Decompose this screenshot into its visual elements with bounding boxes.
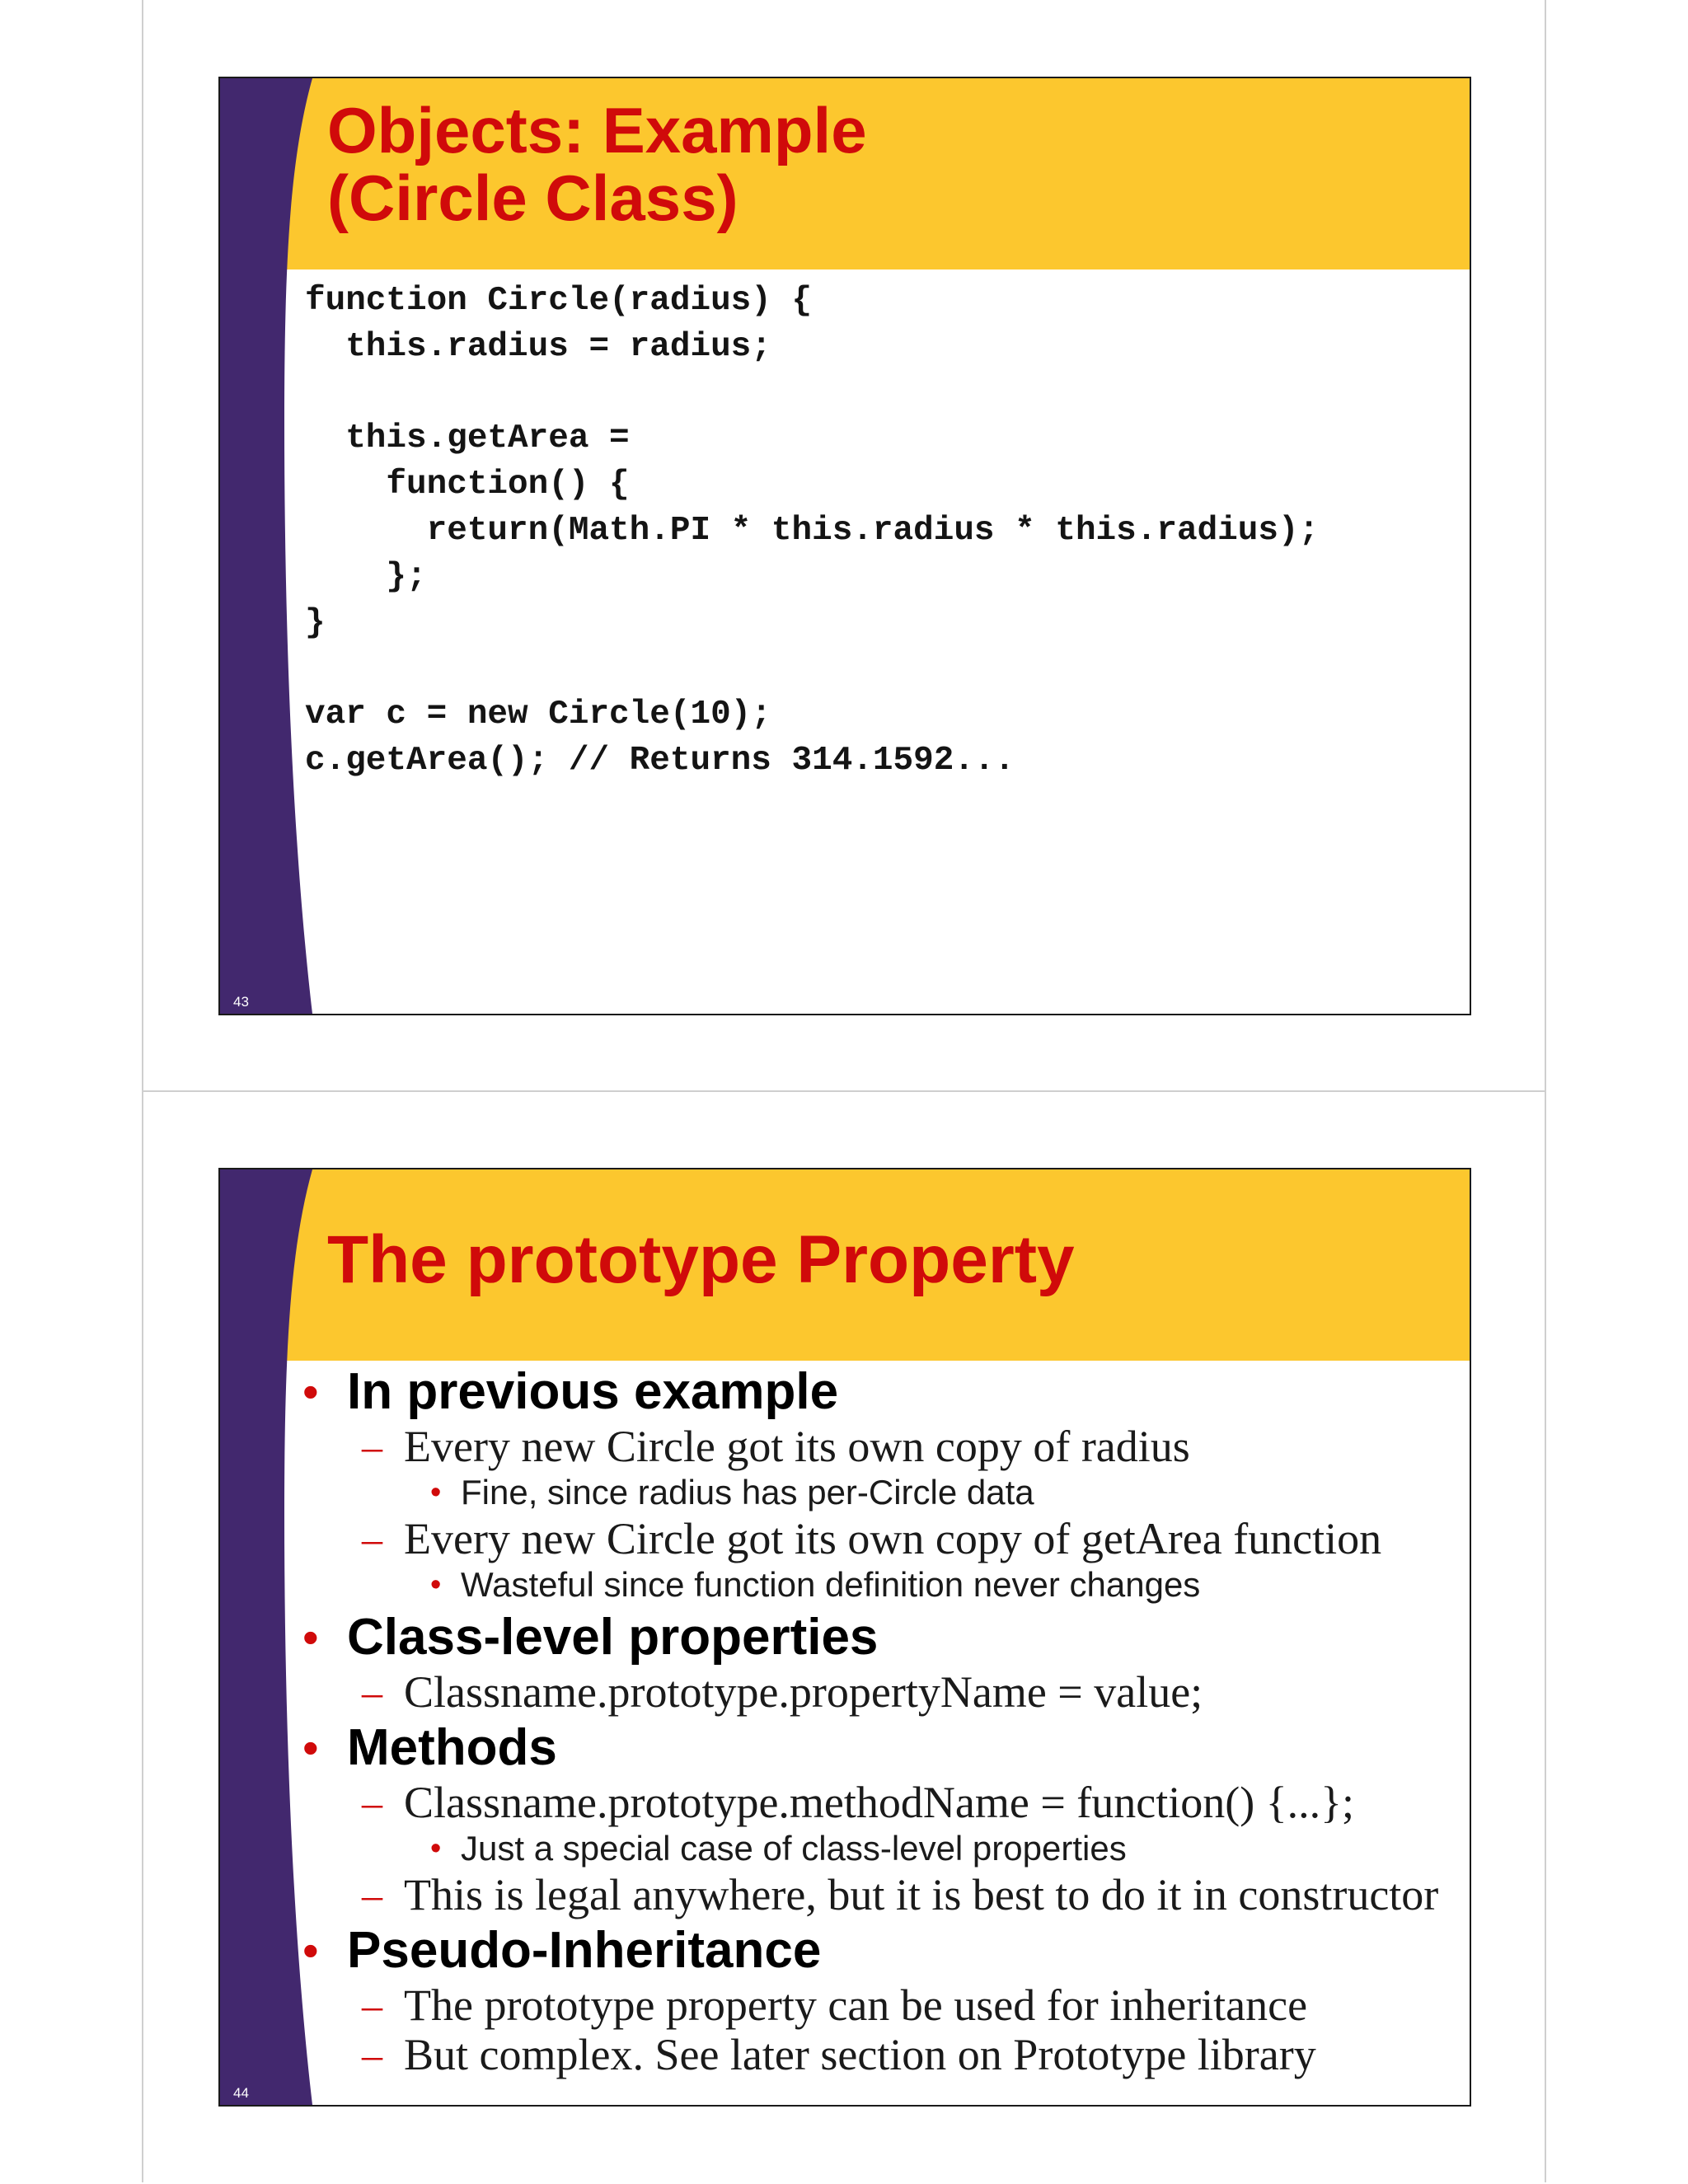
bullet-text: Just a special case of class-level properties: [461, 1829, 1127, 1868]
bullet-marker-icon: •: [430, 1568, 442, 1602]
bullet-marker-icon: •: [302, 1924, 319, 1976]
bullet-text: But complex. See later section on Prototype library: [404, 2030, 1316, 2079]
bullet-text: Pseudo-Inheritance: [347, 1922, 822, 1979]
code-block: [305, 279, 1319, 785]
code-line: return(Math.PI * this.radius * this.radius);: [305, 511, 1320, 550]
dash-marker-icon: –: [362, 1872, 382, 1918]
bullet-level-2: [302, 1667, 1470, 1717]
dash-marker-icon: –: [362, 1982, 382, 2028]
bullet-marker-icon: •: [302, 1722, 319, 1774]
code-line: };: [305, 557, 427, 596]
bullet-level-3: [302, 1471, 1470, 1514]
dash-marker-icon: –: [362, 1423, 382, 1469]
bullet-level-2: [302, 1514, 1470, 1563]
dash-marker-icon: –: [362, 1669, 382, 1715]
code-line: this.getArea =: [305, 419, 630, 458]
bullet-text: Methods: [347, 1719, 557, 1776]
bullet-level-2: [302, 1870, 1470, 1919]
bullet-text: Every new Circle got its own copy of radius: [404, 1422, 1190, 1471]
title-line-2: (Circle Class): [327, 162, 738, 234]
bullet-marker-icon: •: [302, 1366, 319, 1418]
code-line: var c = new Circle(10);: [305, 696, 771, 734]
slide-title: The prototype Property: [327, 1222, 1075, 1297]
code-line: function() {: [305, 466, 630, 504]
bullet-level-1: [302, 1362, 1470, 1422]
bullet-level-3: [302, 1827, 1470, 1870]
page-divider: [142, 1090, 1546, 1092]
bullet-level-1: [302, 1718, 1470, 1778]
slide-43: [218, 77, 1471, 1015]
title-line-1: Objects: Example: [327, 94, 867, 166]
bullet-level-2: [302, 1422, 1470, 1471]
bullet-text: This is legal anywhere, but it is best to do it in constructor: [404, 1870, 1439, 1919]
code-line: function Circle(radius) {: [305, 282, 813, 320]
bullet-level-3: [302, 1563, 1470, 1606]
bullet-text: Wasteful since function definition never changes: [461, 1565, 1201, 1604]
slide-44: [218, 1168, 1471, 2107]
bullet-marker-icon: •: [302, 1611, 319, 1663]
bullet-level-1: [302, 1608, 1470, 1667]
bullet-text: Fine, since radius has per-Circle data: [461, 1473, 1034, 1511]
slide-number: 44: [233, 2085, 249, 2101]
code-line: this.radius = radius;: [305, 327, 771, 366]
bullet-level-2: [302, 1980, 1470, 2030]
dash-marker-icon: –: [362, 1516, 382, 1562]
swoosh-decoration: [220, 78, 319, 1014]
bullet-text: Every new Circle got its own copy of getArea function: [404, 1514, 1382, 1563]
code-line: [305, 371, 1319, 417]
code-line: }: [305, 603, 326, 642]
bullet-text: Classname.prototype.methodName = function() {...};: [404, 1778, 1355, 1827]
bullet-marker-icon: •: [430, 1831, 442, 1866]
bullet-level-2: [302, 2030, 1470, 2079]
dash-marker-icon: –: [362, 1779, 382, 1825]
dash-marker-icon: –: [362, 2032, 382, 2078]
bullet-text: Classname.prototype.propertyName = value;: [404, 1667, 1203, 1717]
slide-title: [327, 96, 867, 232]
code-line: [305, 646, 1319, 692]
code-line: c.getArea(); // Returns 314.1592...: [305, 741, 1015, 780]
bullet-marker-icon: •: [430, 1475, 442, 1510]
slide-number: 43: [233, 994, 249, 1010]
bullet-level-1: [302, 1921, 1470, 1980]
bullet-text: Class-level properties: [347, 1609, 879, 1666]
bullet-text: The prototype property can be used for inheritance: [404, 1980, 1308, 2030]
bullet-list: [302, 1361, 1470, 2079]
bullet-level-2: [302, 1778, 1470, 1827]
bullet-text: In previous example: [347, 1363, 839, 1420]
